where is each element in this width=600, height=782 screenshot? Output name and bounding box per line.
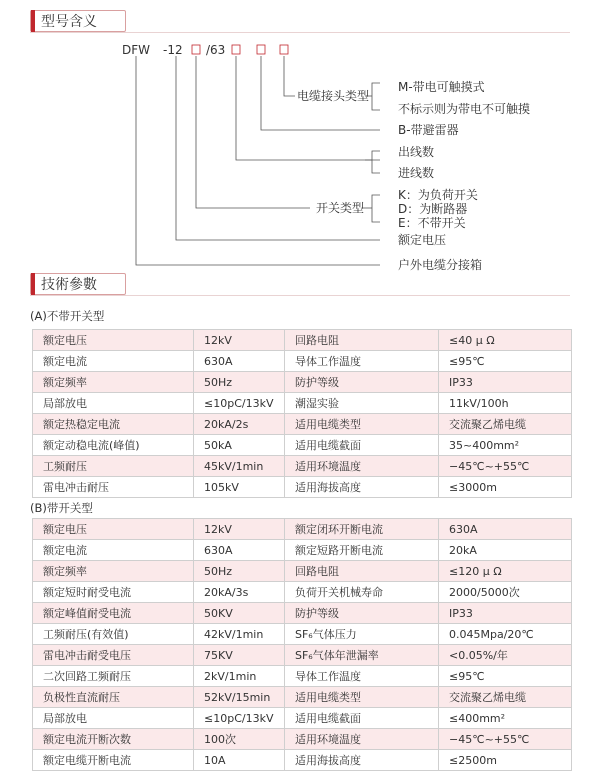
param-name-cell: 导体工作温度 <box>285 666 439 687</box>
param-value-cell: 630A <box>194 540 285 561</box>
table-row <box>33 519 572 540</box>
label-rated-voltage: 额定电压 <box>398 233 447 247</box>
param-value-cell: ≤95℃ <box>439 351 572 372</box>
table-b-caption: (B)带开关型 <box>30 501 93 515</box>
label-inlet-count: 进线数 <box>398 166 435 180</box>
table-row <box>33 687 572 708</box>
param-name-cell: 适用电缆类型 <box>285 414 439 435</box>
param-value-cell: −45℃~+55℃ <box>439 456 572 477</box>
table-row <box>33 708 572 729</box>
label-product-name: 户外电缆分接箱 <box>398 258 483 272</box>
label-cable-head-type: 电缆接头类型 <box>297 89 370 103</box>
param-name-cell: 工频耐压(有效值) <box>33 624 194 645</box>
param-name-cell: 额定峰值耐受电流 <box>33 603 194 624</box>
table-row <box>33 372 572 393</box>
code-current: /63 <box>206 43 226 57</box>
label-unmarked-option: 不标示则为带电不可触摸 <box>398 102 531 116</box>
spec-table-with-switch <box>32 518 572 771</box>
param-value-cell: 交流聚乙烯电缆 <box>439 687 572 708</box>
label-k-option: K：为负荷开关 <box>398 188 478 202</box>
param-value-cell: 100次 <box>194 729 285 750</box>
section-divider <box>30 295 570 296</box>
param-name-cell: 适用电缆截面 <box>285 708 439 729</box>
param-name-cell: 额定频率 <box>33 561 194 582</box>
param-name-cell: 额定电缆开断电流 <box>33 750 194 771</box>
param-name-cell: 负荷开关机械寿命 <box>285 582 439 603</box>
code-box-switch <box>192 45 200 54</box>
param-name-cell: 额定动稳电流(峰值) <box>33 435 194 456</box>
param-value-cell: 630A <box>194 351 285 372</box>
label-b-option: B-带避雷器 <box>398 123 459 137</box>
table-row <box>33 414 572 435</box>
param-value-cell: 42kV/1min <box>194 624 285 645</box>
param-name-cell: 额定电压 <box>33 519 194 540</box>
table-row <box>33 351 572 372</box>
param-name-cell: 雷电冲击耐压 <box>33 477 194 498</box>
param-name-cell: 适用电缆类型 <box>285 687 439 708</box>
table-row <box>33 540 572 561</box>
param-name-cell: 额定闭环开断电流 <box>285 519 439 540</box>
param-name-cell: SF₆气体压力 <box>285 624 439 645</box>
table-row <box>33 393 572 414</box>
table-row <box>33 561 572 582</box>
param-value-cell: ≤2500m <box>439 750 572 771</box>
param-value-cell: 2kV/1min <box>194 666 285 687</box>
param-value-cell: 11kV/100h <box>439 393 572 414</box>
code-box-arrester <box>257 45 265 54</box>
param-name-cell: 潮湿实验 <box>285 393 439 414</box>
param-name-cell: 适用海拔高度 <box>285 750 439 771</box>
param-name-cell: 适用环境温度 <box>285 456 439 477</box>
label-d-option: D：为断路器 <box>398 202 468 216</box>
param-value-cell: ≤3000m <box>439 477 572 498</box>
section-title-text: 型号含义 <box>41 14 97 30</box>
param-name-cell: 局部放电 <box>33 393 194 414</box>
param-name-cell: 额定短路开断电流 <box>285 540 439 561</box>
code-box-lines <box>232 45 240 54</box>
param-name-cell: 雷电冲击耐受电压 <box>33 645 194 666</box>
param-value-cell: 35~400mm² <box>439 435 572 456</box>
table-row <box>33 645 572 666</box>
param-value-cell: 0.045Mpa/20℃ <box>439 624 572 645</box>
param-value-cell: 52kV/15min <box>194 687 285 708</box>
param-value-cell: 630A <box>439 519 572 540</box>
param-value-cell: ≤120 μ Ω <box>439 561 572 582</box>
param-value-cell: 12kV <box>194 519 285 540</box>
model-code-diagram <box>0 40 600 275</box>
param-name-cell: 适用海拔高度 <box>285 477 439 498</box>
code-box-cable-head <box>280 45 288 54</box>
param-value-cell: 75KV <box>194 645 285 666</box>
table-row <box>33 456 572 477</box>
param-value-cell: ≤40 μ Ω <box>439 330 572 351</box>
param-name-cell: 导体工作温度 <box>285 351 439 372</box>
param-value-cell: 10A <box>194 750 285 771</box>
table-row <box>33 624 572 645</box>
param-value-cell: 12kV <box>194 330 285 351</box>
section-divider <box>30 32 570 33</box>
section-title-text: 技術參數 <box>41 277 97 293</box>
table-row <box>33 330 572 351</box>
param-name-cell: 回路电阻 <box>285 330 439 351</box>
param-value-cell: 50Hz <box>194 372 285 393</box>
table-a-caption: (A)不带开关型 <box>30 309 105 323</box>
param-value-cell: 50KV <box>194 603 285 624</box>
param-value-cell: 45kV/1min <box>194 456 285 477</box>
param-name-cell: 额定电流 <box>33 540 194 561</box>
param-value-cell: 20kA/3s <box>194 582 285 603</box>
param-name-cell: 额定电流 <box>33 351 194 372</box>
param-value-cell: ≤400mm² <box>439 708 572 729</box>
param-value-cell: ≤95℃ <box>439 666 572 687</box>
param-value-cell: 50Hz <box>194 561 285 582</box>
table-row <box>33 477 572 498</box>
param-name-cell: 额定电压 <box>33 330 194 351</box>
label-switch-type: 开关类型 <box>316 201 365 215</box>
param-name-cell: 适用环境温度 <box>285 729 439 750</box>
param-name-cell: 额定频率 <box>33 372 194 393</box>
param-name-cell: SF₆气体年泄漏率 <box>285 645 439 666</box>
param-value-cell: 20kA/2s <box>194 414 285 435</box>
param-name-cell: 防护等级 <box>285 372 439 393</box>
param-name-cell: 二次回路工频耐压 <box>33 666 194 687</box>
table-row <box>33 750 572 771</box>
code-voltage: -12 <box>163 43 183 57</box>
param-name-cell: 局部放电 <box>33 708 194 729</box>
spec-table-no-switch <box>32 329 572 498</box>
table-row <box>33 729 572 750</box>
param-name-cell: 回路电阻 <box>285 561 439 582</box>
param-name-cell: 适用电缆截面 <box>285 435 439 456</box>
param-name-cell: 负极性直流耐压 <box>33 687 194 708</box>
table-row <box>33 435 572 456</box>
param-value-cell: −45℃~+55℃ <box>439 729 572 750</box>
param-value-cell: 105kV <box>194 477 285 498</box>
param-name-cell: 额定短时耐受电流 <box>33 582 194 603</box>
param-value-cell: 50kA <box>194 435 285 456</box>
label-m-option: M-带电可触摸式 <box>398 80 485 94</box>
param-value-cell: 20kA <box>439 540 572 561</box>
param-value-cell: 交流聚乙烯电缆 <box>439 414 572 435</box>
section-title-model-meaning <box>30 10 126 32</box>
table-row <box>33 666 572 687</box>
param-value-cell: ≤10pC/13kV <box>194 708 285 729</box>
code-prefix: DFW <box>122 43 151 57</box>
label-outlet-count: 出线数 <box>398 145 435 159</box>
param-value-cell: ≤10pC/13kV <box>194 393 285 414</box>
label-e-option: E：不带开关 <box>398 216 466 230</box>
param-value-cell: IP33 <box>439 372 572 393</box>
table-row <box>33 603 572 624</box>
param-name-cell: 防护等级 <box>285 603 439 624</box>
param-value-cell: 2000/5000次 <box>439 582 572 603</box>
table-row <box>33 582 572 603</box>
param-name-cell: 额定热稳定电流 <box>33 414 194 435</box>
section-title-tech-params <box>30 273 126 295</box>
param-name-cell: 工频耐压 <box>33 456 194 477</box>
param-value-cell: <0.05%/年 <box>439 645 572 666</box>
param-name-cell: 额定电流开断次数 <box>33 729 194 750</box>
param-value-cell: IP33 <box>439 603 572 624</box>
